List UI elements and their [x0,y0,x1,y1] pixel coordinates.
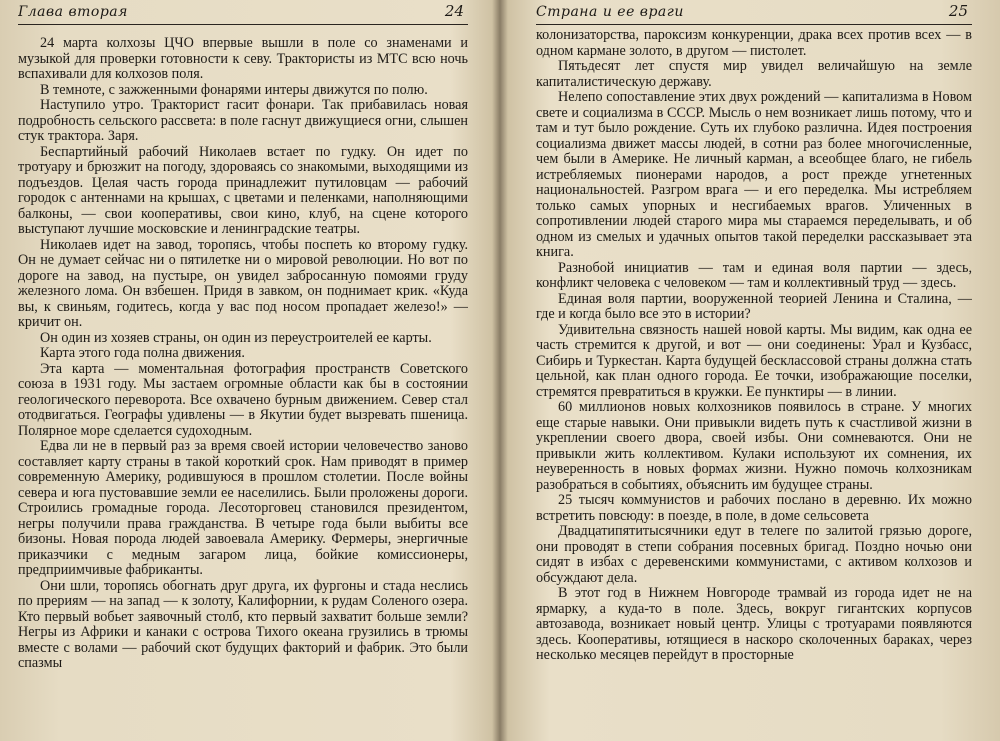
paragraph: 25 тысяч коммунистов и рабочих послано в деревню. Их можно встретить повсюду: в поезде, в поле, в доме сельсовета [536,492,972,524]
paragraph: Карта этого года полна движения. [40,345,245,361]
paragraph: Беспартийный рабочий Николаев встает по гудку. Он идет по тротуару и брюзжит на погоду, здороваясь со знакомыми, выходящими из подъездов. Целая часть города принадлежит путиловцам — рабочий городок с антеннами на крышах, с цветами и пеленками, наполняющими балконы, — свои кооперативы, свои кино, клуб, на сцене которого выступают лучшие московские и ленинградские театры. [18,143,468,237]
chapter-title: Глава вторая [18,4,128,20]
paragraph: Николаев идет на завод, торопясь, чтобы поспеть ко второму гудку. Он не думает сейчас ни о пятилетке ни о мировой революции. Но вот по дороге на завод, на пустыре, он увидел забросанную помоями груду железного лома. Он взбешен. Придя в завком, он поднимает крик. «Куда вы, к свиньям, годитесь, когда у вас под носом пропадает железо!» — кричит он. [18,236,468,330]
paragraph: Эта карта — моментальная фотография пространств Советского союза в 1931 году. Мы застаем огромные области как бы в состоянии геологического переворота. Все охвачено бурным движением. Север стал отодвигаться. Географы удивлены — в Якутии будет вызревать пшеница. Полярное море сделается судоходным. [18,360,468,439]
paragraph: 24 марта колхозы ЦЧО впервые вышли в поле со знаменами и музыкой для проверки готовности к севу. Трактористы из МТС всю ночь вспахивали для колхозов поля. [18,35,468,82]
paragraph: колонизаторства, пароксизм конкуренции, драка всех против всех — в одном кармане золото, в другом — пистолет. [536,27,972,59]
left-page-text [18,36,468,672]
paragraph: Он один из хозяев страны, он один из переустроителей ее карты. [40,329,432,346]
paragraph: Нелепо сопоставление этих двух рождений — капитализма в Новом свете и социализма в СССР. Мысль о нем возникает лишь потому, что и там и тут было рождение. Суть их глубоко различна. Идея построения социализма движет массы людей, в сотни раз более многочисленные, чем были в Америке. Не личный карман, а всеобщее благо, не гибель истребляемых пионерами народов, а рост прежде угнетенных национальностей. Разгром врага — и его переделка. Мы истребляем только самых упорных и несгибаемых врагов. Уличенных в сопротивлении людей старого мира мы стараемся переделывать, и об одном из смелых и удачных опытов такой переделки рассказывает эта книга. [536,89,972,260]
left-page [18,0,468,741]
right-page-text [536,28,972,664]
right-page [536,0,972,741]
paragraph: Они шли, торопясь обогнать друг друга, их фургоны и стада неслись по прериям — на запад — к золоту, Калифорнии, к рудам Соленого озера. Кто первый вобьет заявочный столб, кто первый захватит больше земли? Негры из Африки и канаки с острова Тихого океана грузились в трюмы вместе с волами — рабочий скот будущих факторий и фабрик. Это были спазмы [18,577,468,671]
paragraph: Единая воля партии, вооруженной теорией Ленина и Сталина, — где и когда было все это в истории? [536,290,972,322]
right-page-header [536,2,972,25]
left-page-header [18,2,468,25]
paragraph: Едва ли не в первый раз за время своей истории человечество заново составляет карту страны в такой короткий срок. Нам приводят в пример современную Америку, родившуюся в прошлом столетии. После войны севера и юга пустовавшие земли ее населились. Были проложены дороги. Строились громадные города. Лесоторговец становился президентом, негры получили права гражданства. В четыре года были выбиты все бизоны. Новая порода людей завоевала Америку. Фермеры, энергичные приказчики с медным загаром лица, бойкие комиссионеры, предприимчивые фабриканты. [18,438,468,578]
page-number: 24 [444,2,464,20]
paragraph: Пятьдесят лет спустя мир увидел величайшую на земле капиталистическую державу. [536,58,972,90]
paragraph: В темноте, с зажженными фонарями интеры движутся по полю. [40,81,428,98]
paragraph: В этот год в Нижнем Новгороде трамвай из города идет не на ярмарку, а куда-то в поле. Здесь, вокруг гигантских корпусов автозавода, возникает новый центр. Улицы с тротуарами появляются здесь. Кооперативы, ютящиеся в наскоро сколоченных бараках, через несколько месяцев перейдут в просторные [536,585,972,663]
paragraph: Разнобой инициатив — там и единая воля партии — здесь, конфликт человека с человеком — там и коллективный труд — здесь. [536,259,972,291]
section-title: Страна и ее враги [536,4,684,20]
page-number: 25 [948,2,968,20]
paragraph: 60 миллионов новых колхозников появилось в стране. У многих еще старые навыки. Они привыкли видеть путь к счастливой жизни в укреплении своего двора, своей избы. Они сомневаются. Они не привыкли жить коллективом. Кулаки используют их сомнения, их неуверенность в новых формах жизни. Нужно помочь колхозникам разобраться в событиях, объяснить им будущее страны. [536,399,972,493]
paragraph: Наступило утро. Тракторист гасит фонари. Так прибавилась новая подробность сельского рассвета: в поле гаснут движущиеся огни, слышен стук трактора. Заря. [18,97,468,144]
paragraph: Удивительна связность нашей новой карты. Мы видим, как одна ее часть стремится к другой, и вот — они соединены: Урал и Кузбасс, Сибирь и Туркестан. Карта будущей бесклассовой страны должна стать цельной, как план одного города. Ее точки, изображающие поселки, стремятся превратиться в кружки. Ее пунктиры — в линии. [536,321,972,400]
paragraph: Двадцатипятитысячники едут в телеге по залитой грязью дороге, они проводят в степи собрания посевных бригад. Поздно ночью они сидят в избах с деревенскими коммунистами, с активом колхозов и обсуждают дела. [536,523,972,586]
